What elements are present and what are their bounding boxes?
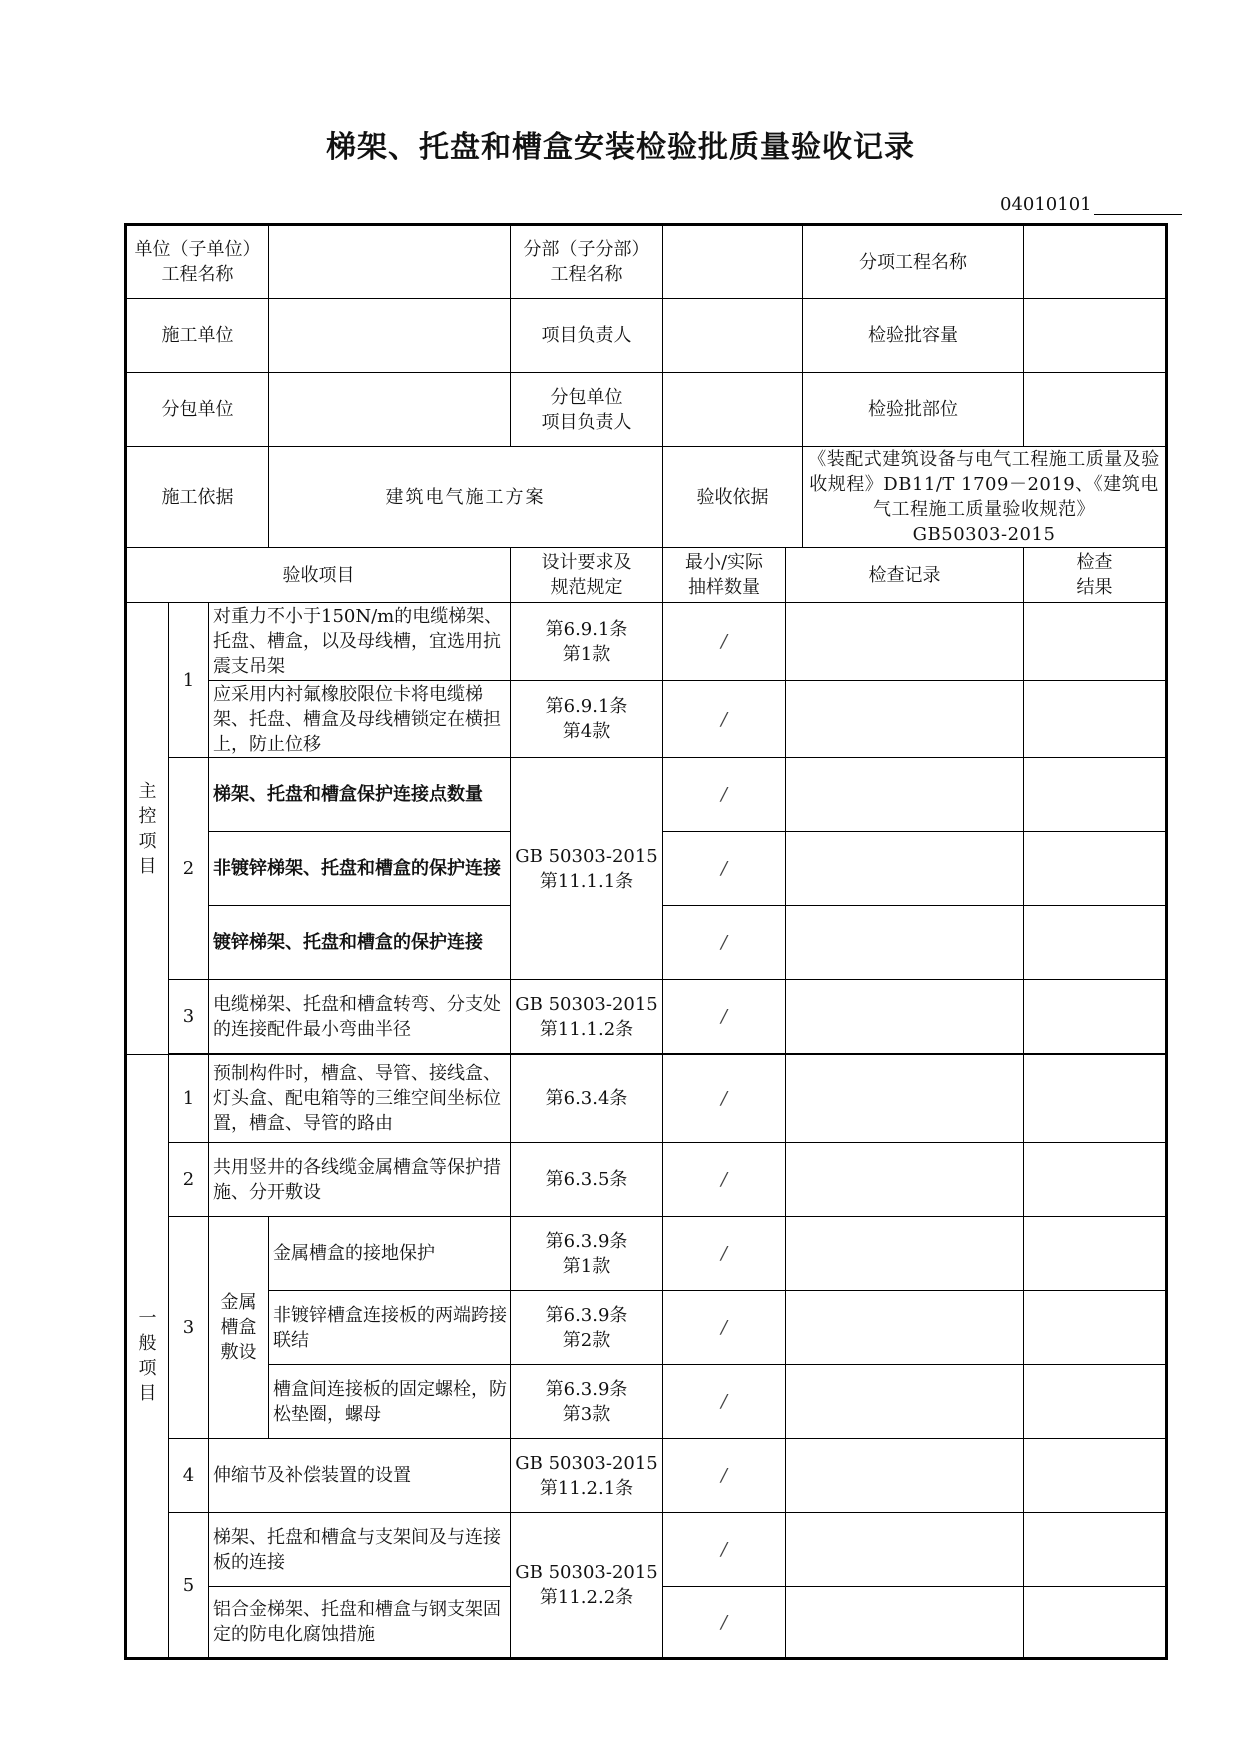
check-record[interactable] [786,832,1024,906]
sample-count[interactable]: / [663,1587,786,1659]
check-record[interactable] [786,906,1024,980]
main-row-2a [126,758,1167,832]
general-item-4-number: 4 [169,1439,209,1513]
check-result[interactable] [1024,1439,1167,1513]
main-item-3-text: 电缆梯架、托盘和槽盒转弯、分支处的连接配件最小弯曲半径 [209,980,511,1054]
header-row-2 [126,299,1167,373]
check-record[interactable] [786,1055,1024,1143]
general-item-3b-text: 非镀锌槽盒连接板的两端跨接联结 [269,1291,511,1365]
inspection-form-table [124,223,1168,1660]
sample-count[interactable]: / [663,603,786,681]
check-record[interactable] [786,1291,1024,1365]
pm-label: 项目负责人 [511,299,663,373]
unit-label: 单位（子单位） 工程名称 [126,225,269,299]
check-result[interactable] [1024,1055,1167,1143]
subitem-value[interactable] [1024,225,1167,299]
check-result[interactable] [1024,1513,1167,1587]
check-record[interactable] [786,758,1024,832]
capacity-value[interactable] [1024,299,1167,373]
form-code-blank [1094,196,1182,215]
main-item-1a-ref: 第6.9.1条 第1款 [511,603,663,681]
sample-count[interactable]: / [663,1291,786,1365]
general-row-3a [126,1217,1167,1291]
contractor-label: 施工单位 [126,299,269,373]
main-item-2b-text: 非镀锌梯架、托盘和槽盒的保护连接 [209,832,511,906]
general-item-5a-text: 梯架、托盘和槽盒与支架间及与连接板的连接 [209,1513,511,1587]
general-item-4-text: 伸缩节及补偿装置的设置 [209,1439,511,1513]
sample-count[interactable]: / [663,1365,786,1439]
form-code-line [1000,194,1182,215]
main-section-label: 主 控 项 目 [126,603,169,1055]
col-item: 验收项目 [126,548,511,603]
sub-pm-label: 分包单位 项目负责人 [511,373,663,447]
capacity-label: 检验批容量 [803,299,1024,373]
sample-count[interactable]: / [663,681,786,758]
main-item-3-ref: GB 50303-2015 第11.1.2条 [511,980,663,1054]
division-label: 分部（子分部） 工程名称 [511,225,663,299]
general-item-2-ref: 第6.3.5条 [511,1143,663,1217]
general-section-label: 一 般 项 目 [126,1055,169,1659]
sample-count[interactable]: / [663,1513,786,1587]
col-design: 设计要求及 规范规定 [511,548,663,603]
sub-pm-value[interactable] [663,373,803,447]
main-item-1b-text: 应采用内衬氟橡胶限位卡将电缆梯架、托盘、槽盒及母线槽锁定在横担上，防止位移 [209,681,511,758]
header-row-4 [126,447,1167,548]
check-record[interactable] [786,1365,1024,1439]
sample-count[interactable]: / [663,906,786,980]
check-result[interactable] [1024,832,1167,906]
contractor-value[interactable] [269,299,511,373]
col-result: 检查 结果 [1024,548,1167,603]
acceptance-label: 验收依据 [663,447,803,548]
form-code: 04010101 [1000,194,1092,215]
main-item-1a-text: 对重力不小于150N/m的电缆梯架、托盘、槽盒，以及母线槽，宜选用抗震支吊架 [209,603,511,681]
general-item-1-number: 1 [169,1055,209,1143]
general-row-3c [126,1365,1167,1439]
general-item-3-group: 金属 槽盒 敷设 [209,1217,269,1439]
unit-value[interactable] [269,225,511,299]
check-result[interactable] [1024,1587,1167,1659]
check-record[interactable] [786,1439,1024,1513]
sample-count[interactable]: / [663,980,786,1054]
check-result[interactable] [1024,1217,1167,1291]
general-row-4 [126,1439,1167,1513]
general-row-2 [126,1143,1167,1217]
main-item-3-number: 3 [169,980,209,1054]
check-record[interactable] [786,1217,1024,1291]
general-item-5-ref: GB 50303-2015 第11.2.2条 [511,1513,663,1659]
subitem-label: 分项工程名称 [803,225,1024,299]
check-result[interactable] [1024,681,1167,758]
general-item-1-text: 预制构件时，槽盒、导管、接线盒、灯头盒、配电箱等的三维空间坐标位置，槽盒、导管的路由 [209,1055,511,1143]
main-item-2-number: 2 [169,758,209,980]
basis-label: 施工依据 [126,447,269,548]
basis-value: 建筑电气施工方案 [269,447,663,548]
location-value[interactable] [1024,373,1167,447]
general-item-3c-ref: 第6.3.9条 第3款 [511,1365,663,1439]
acceptance-value: 《装配式建筑设备与电气工程施工质量及验收规程》DB11/T 1709－2019、《建筑电气工程施工质量验收规范》 GB50303-2015 [803,447,1167,548]
general-row-1 [126,1055,1167,1143]
general-item-1-ref: 第6.3.4条 [511,1055,663,1143]
general-item-2-number: 2 [169,1143,209,1217]
check-result[interactable] [1024,603,1167,681]
location-label: 检验批部位 [803,373,1024,447]
general-row-3b [126,1291,1167,1365]
main-row-1a [126,603,1167,681]
sample-count[interactable]: / [663,1217,786,1291]
general-item-2-text: 共用竖井的各线缆金属槽盒等保护措施、分开敷设 [209,1143,511,1217]
general-item-3b-ref: 第6.3.9条 第2款 [511,1291,663,1365]
sample-count[interactable]: / [663,1439,786,1513]
check-record[interactable] [786,1143,1024,1217]
subcontractor-value[interactable] [269,373,511,447]
sample-count[interactable]: / [663,832,786,906]
general-item-5-number: 5 [169,1513,209,1659]
main-item-2-ref: GB 50303-2015 第11.1.1条 [511,758,663,980]
general-item-4-ref: GB 50303-2015 第11.2.1条 [511,1439,663,1513]
main-row-1b [126,681,1167,758]
check-result[interactable] [1024,980,1167,1054]
check-record[interactable] [786,603,1024,681]
check-result[interactable] [1024,1291,1167,1365]
sample-count[interactable]: / [663,758,786,832]
check-result[interactable] [1024,758,1167,832]
general-item-5b-text: 铝合金梯架、托盘和槽盒与钢支架固定的防电化腐蚀措施 [209,1587,511,1659]
main-item-2a-text: 梯架、托盘和槽盒保护连接点数量 [209,758,511,832]
general-item-3a-text: 金属槽盒的接地保护 [269,1217,511,1291]
check-result[interactable] [1024,1143,1167,1217]
col-sample: 最小/实际 抽样数量 [663,548,786,603]
header-row-3 [126,373,1167,447]
pm-value[interactable] [663,299,803,373]
check-result[interactable] [1024,1365,1167,1439]
main-item-1b-ref: 第6.9.1条 第4款 [511,681,663,758]
sample-count[interactable]: / [663,1143,786,1217]
general-item-3-number: 3 [169,1217,209,1439]
subcontractor-label: 分包单位 [126,373,269,447]
main-item-1-number: 1 [169,603,209,758]
general-row-5a [126,1513,1167,1587]
check-record[interactable] [786,980,1024,1054]
column-header-row [126,548,1167,603]
general-item-3a-ref: 第6.3.9条 第1款 [511,1217,663,1291]
division-value[interactable] [663,225,803,299]
check-record[interactable] [786,1587,1024,1659]
main-item-2c-text: 镀锌梯架、托盘和槽盒的保护连接 [209,906,511,980]
col-record: 检查记录 [786,548,1024,603]
general-item-3c-text: 槽盒间连接板的固定螺栓，防松垫圈，螺母 [269,1365,511,1439]
sample-count[interactable]: / [663,1055,786,1143]
check-record[interactable] [786,681,1024,758]
page-title: 梯架、托盘和槽盒安装检验批质量验收记录 [326,130,915,165]
main-row-3 [126,980,1167,1054]
header-row-1 [126,225,1167,299]
check-result[interactable] [1024,906,1167,980]
check-record[interactable] [786,1513,1024,1587]
